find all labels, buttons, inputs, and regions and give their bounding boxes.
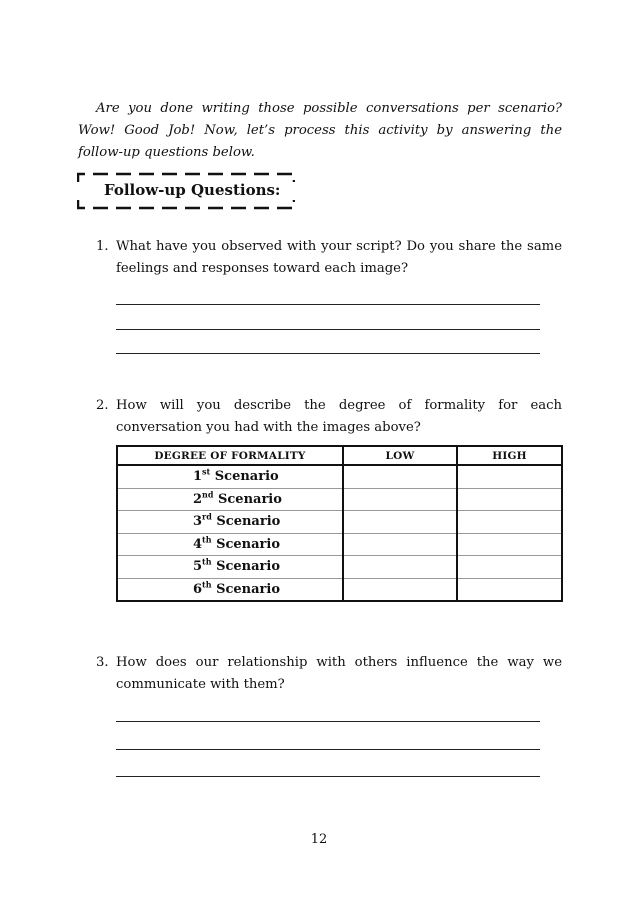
question-number: 3. (96, 655, 109, 670)
question-number: 1. (96, 239, 109, 254)
scenario-ordinal: 5 (193, 559, 203, 575)
high-cell[interactable] (457, 511, 562, 534)
question-2 (96, 395, 562, 439)
question-text: How will you describe the degree of formality for each conversation you had with the images above? (116, 398, 562, 435)
table-row (117, 556, 562, 579)
low-cell[interactable] (343, 556, 457, 579)
low-cell[interactable] (343, 465, 457, 488)
answer-line[interactable] (116, 776, 540, 777)
header-low: LOW (343, 446, 457, 465)
answer-line[interactable] (116, 353, 540, 354)
answer-line[interactable] (116, 749, 540, 750)
table-row (117, 578, 562, 601)
scenario-word: Scenario (216, 536, 281, 552)
scenario-word: Scenario (214, 469, 279, 485)
scenario-ordinal: 2 (193, 491, 203, 507)
scenario-ordinal-suffix: st (202, 466, 211, 477)
answer-line[interactable] (116, 304, 540, 305)
table-row (117, 533, 562, 556)
high-cell[interactable] (457, 578, 562, 601)
formality-table (116, 445, 563, 602)
table-row (117, 465, 562, 488)
answer-line[interactable] (116, 721, 540, 722)
follow-up-questions-box (77, 172, 295, 210)
scenario-label (117, 465, 343, 488)
header-high: HIGH (457, 446, 562, 465)
question-text: What have you observed with your script? Do you share the same feelings and responses toward each image? (116, 239, 562, 276)
scenario-ordinal: 3 (193, 514, 203, 530)
scenario-label (117, 511, 343, 534)
table-row (117, 511, 562, 534)
low-cell[interactable] (343, 511, 457, 534)
scenario-label (117, 578, 343, 601)
scenario-word: Scenario (216, 514, 281, 530)
box-title: Follow-up Questions: (104, 181, 281, 199)
page-number: 12 (310, 832, 328, 847)
question-1 (96, 236, 562, 280)
scenario-ordinal: 4 (193, 536, 203, 552)
question-text: How does our relationship with others influence the way we communicate with them? (116, 655, 562, 692)
scenario-label (117, 488, 343, 511)
low-cell[interactable] (343, 533, 457, 556)
scenario-word: Scenario (216, 581, 281, 597)
scenario-ordinal-suffix: th (202, 579, 212, 590)
low-cell[interactable] (343, 578, 457, 601)
scenario-ordinal-suffix: nd (202, 489, 214, 500)
scenario-ordinal-suffix: rd (202, 511, 212, 522)
scenario-ordinal-suffix: th (202, 556, 212, 567)
table-header-row (117, 446, 562, 465)
header-degree: DEGREE OF FORMALITY (117, 446, 343, 465)
scenario-ordinal: 1 (193, 469, 203, 485)
question-number: 2. (96, 398, 109, 413)
question-3 (96, 652, 562, 696)
high-cell[interactable] (457, 556, 562, 579)
low-cell[interactable] (343, 488, 457, 511)
intro-paragraph: Are you done writing those possible conversations per scenario? Wow! Good Job! Now, let’s process this activity by answering the follow-up questions below. (78, 101, 562, 160)
scenario-ordinal-suffix: th (202, 534, 212, 545)
answer-line[interactable] (116, 329, 540, 330)
scenario-word: Scenario (218, 491, 282, 507)
high-cell[interactable] (457, 533, 562, 556)
scenario-ordinal: 6 (193, 581, 203, 597)
scenario-word: Scenario (216, 559, 281, 575)
scenario-label (117, 533, 343, 556)
high-cell[interactable] (457, 488, 562, 511)
table-row (117, 488, 562, 511)
high-cell[interactable] (457, 465, 562, 488)
scenario-label (117, 556, 343, 579)
